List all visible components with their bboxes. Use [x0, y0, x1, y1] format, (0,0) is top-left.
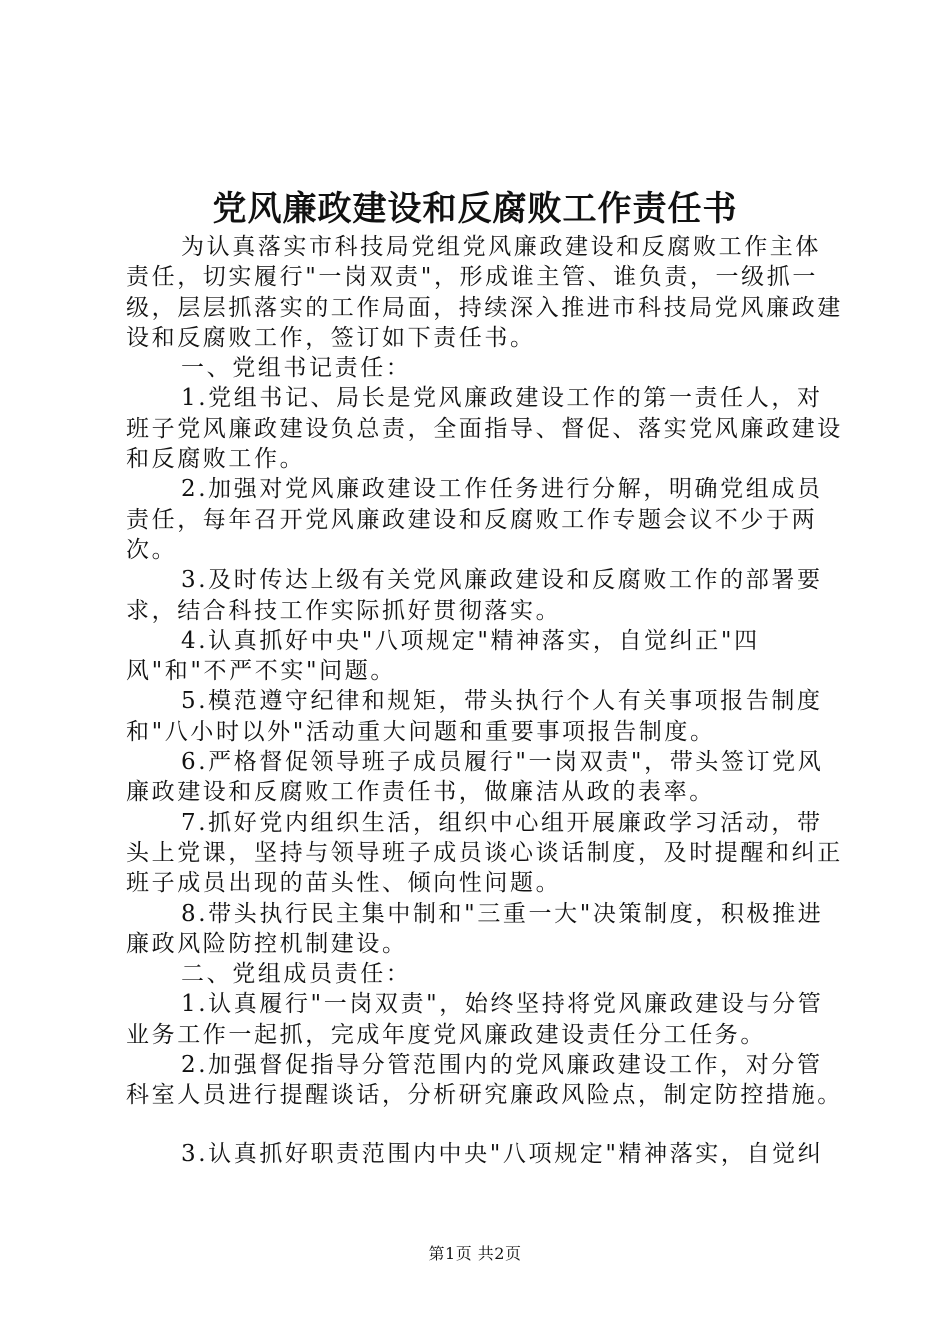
secretary-item-7: 7.抓好党内组织生活，组织中心组开展廉政学习活动，带头上党课，坚持与领导班子成员谈心谈话制度，及时提醒和纠正班子成员出现的苗头性、倾向性问题。 [126, 809, 843, 897]
secretary-item-1: 1.党组书记、局长是党风廉政建设工作的第一责任人，对班子党风廉政建设负总责，全面指导、督促、落实党风廉政建设和反腐败工作。 [126, 385, 843, 473]
member-item-3: 3.认真抓好职责范围内中央"八项规定"精神落实，自觉纠 [181, 1140, 824, 1167]
secretary-item-6: 6.严格督促领导班子成员履行"一岗双责"，带头签订党风廉政建设和反腐败工作责任书，做廉洁从政的表率。 [126, 749, 824, 806]
secretary-item-5: 5.模范遵守纪律和规矩，带头执行个人有关事项报告制度和"八小时以外"活动重大问题和重要事项报告制度。 [126, 688, 823, 745]
page-number: 第1页 共2页 [428, 1244, 522, 1263]
secretary-item-3: 3.及时传达上级有关党风廉政建设和反腐败工作的部署要求，结合科技工作实际抓好贯彻落实。 [126, 567, 823, 624]
section-heading-secretary: 一、党组书记责任： [181, 355, 412, 382]
intro-paragraph: 为认真落实市科技局党组党风廉政建设和反腐败工作主体责任，切实履行"一岗双责"，形成谁主管、谁负责，一级抓一级，层层抓落实的工作局面，持续深入推进市科技局党风廉政建设和反腐败工作，签订如下责任书。 [126, 234, 843, 351]
member-item-2: 2.加强督促指导分管范围内的党风廉政建设工作，对分管科室人员进行提醒谈话，分析研究廉政风险点，制定防控措施。 [126, 1052, 843, 1109]
document-title: 党风廉政建设和反腐败工作责任书 [212, 189, 738, 229]
document-body [126, 232, 846, 1169]
secretary-item-8: 8.带头执行民主集中制和"三重一大"决策制度，积极推进廉政风险防控机制建设。 [126, 900, 824, 957]
secretary-item-4: 4.认真抓好中央"八项规定"精神落实，自觉纠正"四风"和"不严不实"问题。 [126, 627, 760, 685]
secretary-item-2: 2.加强对党风廉政建设工作任务进行分解，明确党组成员责任，每年召开党风廉政建设和反腐败工作专题会议不少于两次。 [126, 476, 823, 563]
section-heading-members: 二、党组成员责任： [181, 961, 412, 988]
member-item-1: 1.认真履行"一岗双责"，始终坚持将党风廉政建设与分管业务工作一起抓，完成年度党风廉政建设责任分工任务。 [126, 991, 824, 1048]
